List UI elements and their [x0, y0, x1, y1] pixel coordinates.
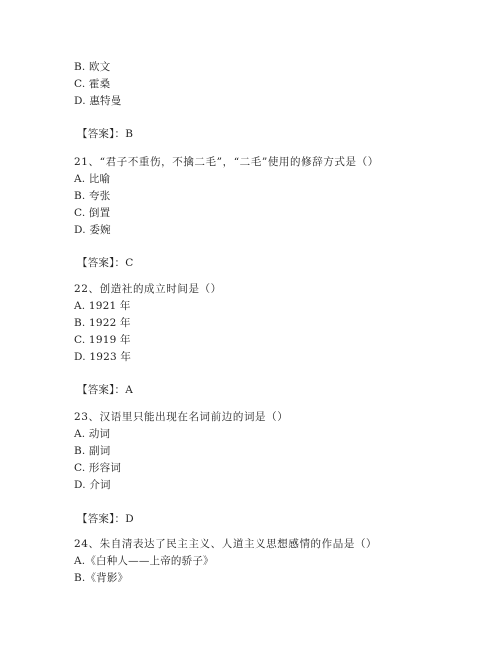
question-23-option-c: C. 形容词 — [74, 462, 122, 474]
question-23-answer: 【答案】：D — [77, 513, 134, 525]
question-22-stem: 22、创造社的成立时间是（） — [74, 283, 222, 295]
question-24-option-b: B.《背影》 — [74, 572, 129, 584]
option-b: B. 欧文 — [74, 61, 111, 73]
question-23-option-b: B. 副词 — [74, 445, 111, 457]
question-23-stem: 23、汉语里只能出现在名词前边的词是（） — [74, 411, 289, 423]
question-24-option-a: A.《白种人——上帝的骄子》 — [74, 555, 214, 567]
question-22-option-c: C. 1919 年 — [74, 334, 131, 346]
question-23-option-a: A. 动词 — [74, 428, 111, 440]
question-21-option-b: B. 夸张 — [74, 190, 111, 202]
question-21-option-c: C. 倒置 — [74, 207, 111, 219]
option-c: C. 霍桑 — [74, 78, 111, 90]
question-21-option-a: A. 比喻 — [74, 173, 111, 185]
question-23-option-d: D. 介词 — [74, 479, 111, 491]
question-21-answer: 【答案】：C — [77, 257, 134, 269]
question-22-answer: 【答案】：A — [77, 384, 134, 396]
question-21-stem: 21、“君子不重伤，不擒二毛”，“二毛”使用的修辞方式是（） — [74, 156, 379, 168]
question-22-option-a: A. 1921 年 — [74, 300, 131, 312]
answer-label: 【答案】：B — [77, 128, 134, 140]
question-22-option-b: B. 1922 年 — [74, 317, 131, 329]
question-21-option-d: D. 委婉 — [74, 224, 111, 236]
question-24-stem: 24、朱自清表达了民主主义、人道主义思想感情的作品是（） — [74, 538, 378, 550]
option-d: D. 惠特曼 — [74, 95, 122, 107]
question-22-option-d: D. 1923 年 — [74, 351, 132, 363]
